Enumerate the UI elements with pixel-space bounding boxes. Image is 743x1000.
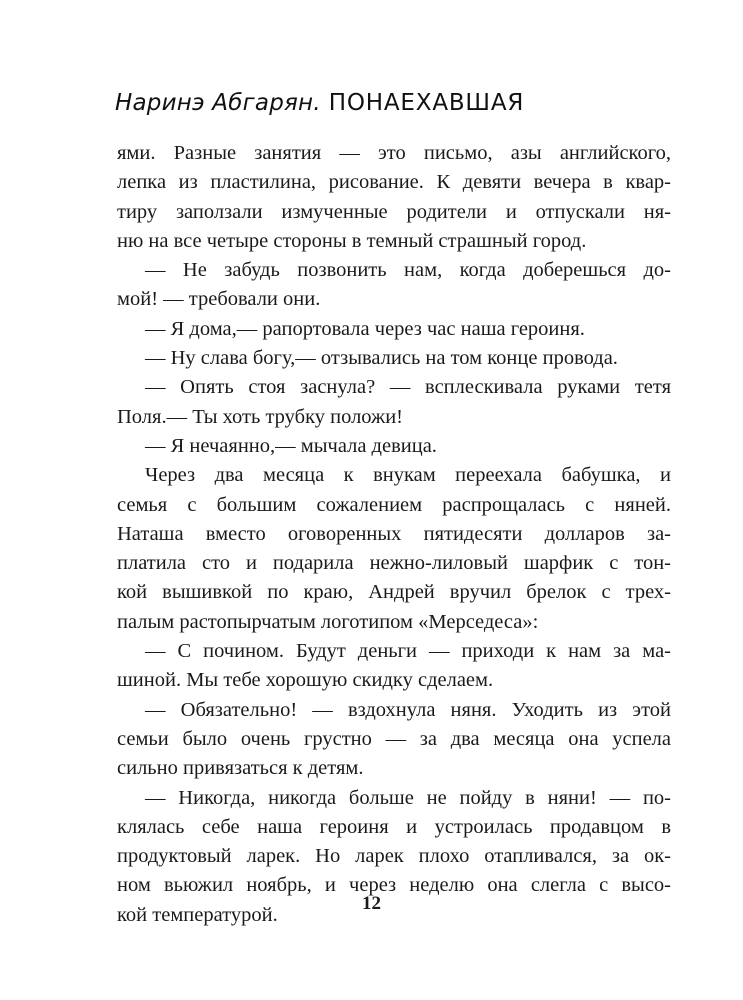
text-line: кой вышивкой по краю, Андрей вручил брелок с трех- [117, 581, 671, 604]
text-line: мой! — требовали они. [117, 288, 321, 311]
text-line: — С почином. Будут деньги — приходи к нам за ма- [145, 640, 671, 663]
text-line: Наташа вместо оговоренных пятидесяти долларов за- [117, 522, 671, 545]
text-line: продуктовый ларек. Но ларек плохо отапливался, за ок- [117, 845, 671, 868]
text-line: клялась себе наша героиня и устроилась продавцом в [117, 815, 671, 838]
text-line: ню на все четыре стороны в темный страшный город. [117, 229, 587, 252]
text-line: ями. Разные занятия — это письмо, азы английского, [117, 142, 671, 164]
text-line: — Я нечаянно,— мычала девица. [145, 434, 437, 457]
text-line: семьи было очень грустно — за два месяца она успела [117, 727, 671, 750]
text-line: платила сто и подарила нежно-лиловый шарфик с тон- [117, 552, 671, 575]
text-line: ном вьюжил ноябрь, и через неделю она слегла с высо- [117, 874, 671, 897]
text-line: Поля.— Ты хоть трубку положи! [117, 405, 403, 428]
text-line: — Опять стоя заснула? — всплескивала руками тетя [145, 376, 671, 399]
text-line: — Никогда, никогда больше не пойду в няни! — по- [145, 786, 671, 809]
body-text [117, 139, 671, 930]
text-line: шиной. Мы тебе хорошую скидку сделаем. [117, 669, 494, 692]
text-line: — Я дома,— рапортовала через час наша героиня. [145, 317, 585, 340]
text-line: семья с большим сожалением распрощалась с няней. [117, 493, 671, 516]
text-line: — Не забудь позвонить нам, когда доберешься до- [145, 259, 671, 282]
running-head-title: ПОНАЕХАВШАЯ [328, 90, 525, 116]
text-line: Через два месяца к внукам переехала бабушка, и [145, 464, 671, 487]
page-number: 12 [362, 893, 381, 914]
text-line: лепка из пластилина, рисование. К девяти вечера в квар- [117, 171, 671, 194]
text-line: — Обязательно! — вздохнула няня. Уходить из этой [145, 698, 671, 721]
text-line: кой температурой. [117, 903, 278, 926]
text-line: сильно привязаться к детям. [117, 757, 364, 780]
text-line: палым растопырчатым логотипом «Мерседеса»: [117, 610, 539, 633]
running-head-author: Наринэ Абгарян. [115, 90, 321, 116]
running-head [115, 90, 524, 116]
text-line: тиру заползали измученные родители и отпускали ня- [117, 200, 671, 223]
text-line: — Ну слава богу,— отзывались на том конце провода. [145, 347, 618, 370]
